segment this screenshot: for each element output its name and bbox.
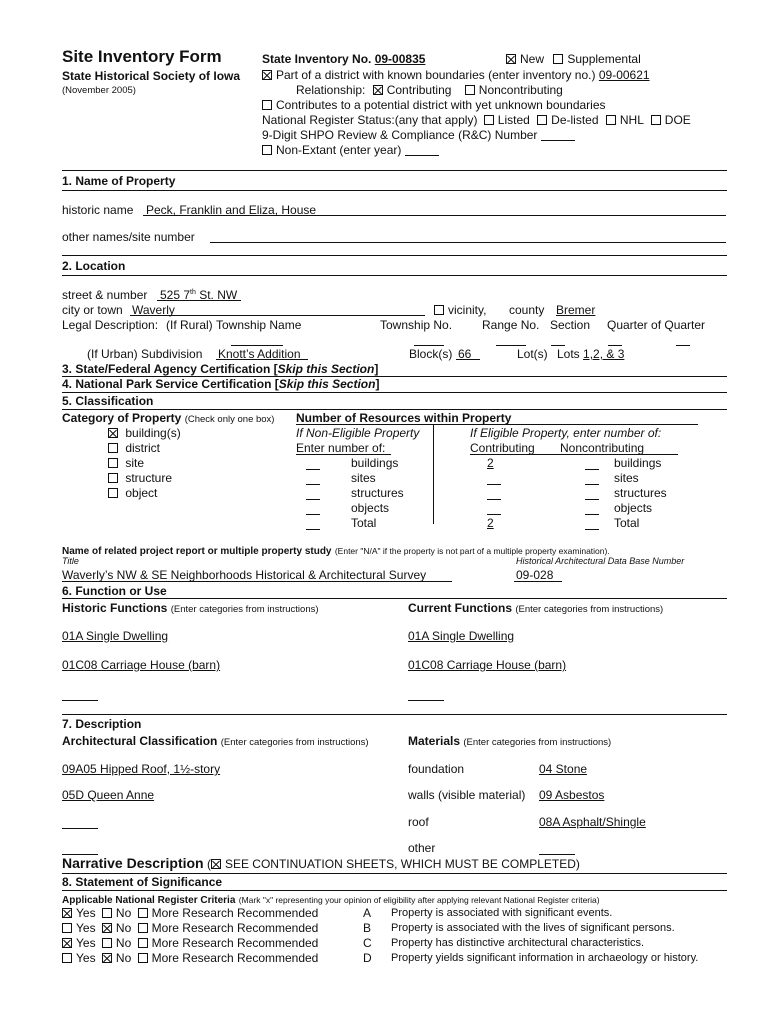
street-field[interactable] — [160, 288, 237, 302]
historic-function-2[interactable]: 01C08 Carriage House (barn) — [62, 658, 221, 672]
vicinity-checkbox[interactable] — [434, 305, 444, 315]
section-3-skip: Skip this Section — [277, 362, 375, 376]
range-no-label: Range No. — [482, 318, 540, 332]
historic-name-field[interactable]: Peck, Franklin and Eliza, House — [146, 203, 317, 217]
resource-label-sites: sites — [351, 471, 376, 485]
urban-subdivision-label: (If Urban) Subdivision — [87, 347, 203, 361]
category-header — [62, 411, 274, 425]
criteria-label: Applicable National Register Criteria — [62, 895, 236, 906]
criterion-c-yes-checkbox[interactable] — [62, 938, 72, 948]
form-title: Site Inventory Form — [62, 47, 222, 66]
noncontrib-sites-field[interactable] — [585, 484, 599, 485]
noneligible-objects-field[interactable] — [306, 514, 320, 515]
contributing-checkbox[interactable] — [373, 85, 383, 95]
delisted-label: De-listed — [551, 113, 599, 127]
criterion-row-a — [62, 906, 318, 920]
section-5-heading: 5. Classification — [62, 394, 154, 408]
yes-label: Yes — [76, 951, 96, 965]
contributing-col-label: Contributing — [470, 441, 535, 455]
lot-value: 1,2, & 3 — [583, 347, 625, 361]
street-suffix: th — [190, 289, 196, 296]
contrib-sites-field[interactable] — [487, 484, 501, 485]
nr-status-row — [262, 113, 691, 127]
noneligible-buildings-field[interactable] — [306, 469, 320, 470]
criterion-b-more-checkbox[interactable] — [138, 923, 148, 933]
rural-label: (If Rural) — [166, 318, 213, 332]
criterion-b-text: Property is associated with the lives of significant persons. — [391, 922, 675, 934]
nhl-label: NHL — [619, 113, 644, 127]
title-label: Title — [62, 556, 79, 566]
current-function-1[interactable]: 01A Single Dwelling — [408, 629, 515, 643]
criterion-a-more-checkbox[interactable] — [138, 908, 148, 918]
materials-header — [408, 734, 611, 748]
study-title-field[interactable]: Waverly’s NW & SE Neighborhoods Historical & Architectural Survey — [62, 568, 427, 582]
no-label: No — [115, 921, 132, 935]
section-4-close: ] — [375, 377, 380, 391]
nonextant-row — [262, 143, 439, 157]
street-number: 525 7 — [160, 288, 191, 302]
arch-class-note: (Enter categories from instructions) — [220, 737, 369, 748]
divider — [62, 255, 727, 256]
category-label: Category of Property — [62, 411, 182, 425]
category-checkbox-object[interactable] — [108, 488, 118, 498]
noncontrib-total-field[interactable] — [585, 529, 599, 530]
arch-class-3[interactable] — [62, 828, 98, 829]
district-row — [262, 68, 650, 82]
category-checkbox-site[interactable] — [108, 458, 118, 468]
divider — [62, 409, 727, 410]
walls-label: walls (visible material) — [408, 788, 526, 802]
historic-functions-label: Historic Functions — [62, 601, 168, 615]
nonextant-label: Non-Extant (enter year) — [276, 143, 402, 157]
city-label: city or town — [62, 303, 123, 317]
section-3-close: ] — [374, 362, 379, 376]
criterion-row-b — [62, 921, 318, 935]
criteria-note: (Mark "x" representing your opinion of eligibility after applying relevant National Register criteria) — [238, 895, 600, 905]
contrib-objects-field[interactable] — [487, 514, 501, 515]
relationship-row — [296, 83, 563, 97]
criterion-b-letter: B — [363, 921, 372, 935]
current-functions-header — [408, 601, 663, 615]
narrative-row: Narrative Description ( SEE CONTINUATION SHEETS, WHICH MUST BE COMPLETED) — [62, 855, 580, 871]
category-item — [108, 426, 181, 440]
criterion-b-yes-checkbox[interactable] — [62, 923, 72, 933]
divider — [62, 873, 727, 874]
county-label: county — [509, 303, 545, 317]
category-label-site: site — [125, 456, 145, 470]
arch-class-label: Architectural Classification — [62, 734, 218, 748]
listed-checkbox[interactable] — [484, 115, 494, 125]
category-checkbox-buildings[interactable] — [108, 428, 118, 438]
noneligible-structures-field[interactable] — [306, 499, 320, 500]
historic-functions-header — [62, 601, 319, 615]
eligible-label: If Eligible Property, enter number of: — [470, 426, 662, 440]
district-label: Part of a district with known boundaries (enter inventory no.) — [276, 68, 596, 82]
arch-class-header — [62, 734, 369, 748]
current-functions-note: (Enter categories from instructions) — [515, 604, 664, 615]
contrib-total-field[interactable]: 2 — [487, 516, 494, 530]
right-label-buildings: buildings — [614, 456, 662, 470]
no-label: No — [115, 906, 132, 920]
potential-district-row — [262, 98, 606, 112]
historic-function-3[interactable] — [62, 700, 98, 701]
section-6-heading: 6. Function or Use — [62, 584, 167, 598]
shpo-number-field[interactable] — [541, 129, 575, 141]
street-name: St. NW — [195, 288, 238, 302]
divider — [62, 275, 727, 276]
criterion-d-letter: D — [363, 951, 372, 965]
category-label-district: district — [125, 441, 161, 455]
district-checkbox[interactable] — [262, 70, 272, 80]
foundation-label: foundation — [408, 762, 465, 776]
divider — [62, 598, 727, 599]
historic-name-label: historic name — [62, 203, 134, 217]
criterion-d-yes-checkbox[interactable] — [62, 953, 72, 963]
arch-class-2[interactable]: 05D Queen Anne — [62, 788, 155, 802]
category-checkbox-district[interactable] — [108, 443, 118, 453]
category-item — [108, 456, 144, 470]
historic-function-1[interactable]: 01A Single Dwelling — [62, 629, 169, 643]
range-no-field[interactable] — [496, 345, 526, 346]
category-label-buildings: building(s) — [125, 426, 181, 440]
divider — [62, 190, 727, 191]
subdivision-field[interactable]: Knott’s Addition — [218, 347, 301, 361]
township-no-field[interactable] — [414, 345, 444, 346]
current-functions-label: Current Functions — [408, 601, 512, 615]
related-study-label: Name of related project report or multiple property study — [62, 546, 332, 557]
inventory-number-row — [262, 52, 425, 66]
form-date: (November 2005) — [62, 85, 136, 96]
criterion-d-text: Property yields significant information in archaeology or history. — [391, 952, 699, 964]
right-label-total: Total — [614, 516, 640, 530]
divider — [62, 392, 727, 393]
enter-number-label: Enter number of: — [296, 441, 386, 455]
db-number-label: Historical Architectural Data Base Number — [516, 556, 685, 566]
nonextant-year-field[interactable] — [405, 144, 439, 156]
category-item — [108, 486, 157, 500]
more-research-label: More Research Recommended — [151, 936, 319, 950]
section-8-heading: 8. Statement of Significance — [62, 875, 223, 889]
nhl-checkbox[interactable] — [606, 115, 616, 125]
noneligible-total-field[interactable] — [306, 529, 320, 530]
district-number[interactable]: 09-00621 — [598, 68, 650, 82]
criterion-b-no-checkbox[interactable] — [102, 923, 112, 933]
criterion-c-more-checkbox[interactable] — [138, 938, 148, 948]
township-name-label: Township Name — [216, 318, 302, 332]
street-label: street & number — [62, 288, 148, 302]
current-function-2[interactable]: 01C08 Carriage House (barn) — [408, 658, 567, 672]
quarter-field[interactable] — [608, 345, 622, 346]
potential-district-label: Contributes to a potential district with yet unknown boundaries — [276, 98, 606, 112]
section-4-title: 4. National Park Service Certification [ — [62, 377, 279, 391]
contrib-structures-field[interactable] — [487, 499, 501, 500]
legal-description-label: Legal Description: — [62, 318, 159, 332]
resources-underline — [296, 424, 698, 425]
resource-label-buildings: buildings — [351, 456, 399, 470]
doe-checkbox[interactable] — [651, 115, 661, 125]
category-checkbox-structure[interactable] — [108, 473, 118, 483]
inventory-label: State Inventory No. — [262, 52, 372, 66]
organization-name: State Historical Society of Iowa — [62, 69, 241, 83]
delisted-checkbox[interactable] — [537, 115, 547, 125]
noncontrib-buildings-field[interactable] — [585, 469, 599, 470]
category-note: (Check only one box) — [184, 414, 275, 425]
criterion-a-text: Property is associated with significant events. — [391, 907, 613, 919]
shpo-label: 9-Digit SHPO Review & Compliance (R&C) Number — [262, 128, 538, 142]
criteria-header — [62, 892, 600, 906]
noncontributing-label: Noncontributing — [478, 83, 563, 97]
potential-district-checkbox[interactable] — [262, 100, 272, 110]
noncontrib-structures-field[interactable] — [585, 499, 599, 500]
category-item — [108, 471, 172, 485]
section-field[interactable] — [551, 345, 565, 346]
section-label: Section — [550, 318, 591, 332]
resource-label-objects: objects — [351, 501, 390, 515]
quarter-label: Quarter of Quarter — [607, 318, 706, 332]
new-checkbox-row — [506, 52, 641, 66]
more-research-label: More Research Recommended — [151, 906, 319, 920]
relationship-label: Relationship: — [296, 83, 366, 97]
township-no-label: Township No. — [380, 318, 453, 332]
related-study-header — [62, 543, 610, 557]
historic-functions-note: (Enter categories from instructions) — [170, 604, 319, 615]
contrib-buildings-field[interactable]: 2 — [487, 456, 494, 470]
noneligible-label: If Non-Eligible Property — [296, 426, 420, 440]
more-research-label: More Research Recommended — [151, 951, 319, 965]
narrative-checkbox[interactable] — [211, 859, 221, 869]
block-label: Block(s) — [409, 347, 453, 361]
right-label-sites: sites — [614, 471, 639, 485]
quarter-of-quarter-field[interactable] — [676, 345, 690, 346]
section-2-heading: 2. Location — [62, 259, 126, 273]
materials-note: (Enter categories from instructions) — [463, 737, 612, 748]
lot-prefix: Lots — [557, 347, 584, 361]
divider — [62, 170, 727, 171]
yes-label: Yes — [76, 906, 96, 920]
noncontrib-objects-field[interactable] — [585, 514, 599, 515]
criterion-d-more-checkbox[interactable] — [138, 953, 148, 963]
db-number-field[interactable]: 09-028 — [516, 568, 554, 582]
criterion-row-c — [62, 936, 318, 950]
related-study-note: (Enter "N/A" if the property is not part of a multiple property examination). — [334, 546, 610, 556]
other-names-field[interactable] — [210, 242, 726, 243]
doe-label: DOE — [664, 113, 691, 127]
vicinity-label: vicinity, — [448, 303, 487, 317]
nr-status-label: National Register Status:(any that apply) — [262, 113, 478, 127]
noncontributing-checkbox[interactable] — [465, 85, 475, 95]
arch-class-1[interactable]: 09A05 Hipped Roof, 1½-story — [62, 762, 221, 776]
section-1-heading: 1. Name of Property — [62, 174, 176, 188]
no-label: No — [115, 936, 132, 950]
eligible-underline — [470, 454, 678, 455]
category-item — [108, 441, 160, 455]
nonextant-checkbox[interactable] — [262, 145, 272, 155]
criterion-a-no-checkbox[interactable] — [102, 908, 112, 918]
criterion-d-no-checkbox[interactable] — [102, 953, 112, 963]
more-research-label: More Research Recommended — [151, 921, 319, 935]
resource-label-total: Total — [351, 516, 377, 530]
walls-field[interactable]: 09 Asbestos — [539, 788, 605, 802]
township-name-field[interactable] — [231, 345, 283, 346]
criterion-c-letter: C — [363, 936, 372, 950]
right-label-objects: objects — [614, 501, 653, 515]
criterion-row-d — [62, 951, 318, 965]
other-material-label: other — [408, 841, 436, 855]
category-label-structure: structure — [125, 471, 173, 485]
section-7-heading: 7. Description — [62, 717, 142, 731]
section-3-title: 3. State/Federal Agency Certification [ — [62, 362, 278, 376]
section-4-heading — [62, 377, 379, 391]
county-field[interactable]: Bremer — [556, 303, 596, 317]
narrative-label: Narrative Description — [62, 855, 204, 871]
contributing-label: Contributing — [386, 83, 452, 97]
criterion-c-text: Property has distinctive architectural characteristics. — [391, 937, 645, 949]
roof-field[interactable]: 08A Asphalt/Shingle — [539, 815, 646, 829]
yes-label: Yes — [76, 936, 96, 950]
narrative-note: SEE CONTINUATION SHEETS, WHICH MUST BE COMPLETED) — [224, 857, 580, 871]
other-names-label: other names/site number — [62, 230, 195, 244]
right-label-structures: structures — [614, 486, 667, 500]
current-function-3[interactable] — [408, 700, 444, 701]
new-checkbox[interactable] — [506, 54, 516, 64]
supplemental-label: Supplemental — [567, 52, 641, 66]
foundation-field[interactable]: 04 Stone — [539, 762, 588, 776]
divider — [62, 714, 727, 715]
category-label-object: object — [125, 486, 158, 500]
new-label: New — [520, 52, 545, 66]
listed-label: Listed — [497, 113, 530, 127]
roof-label: roof — [408, 815, 429, 829]
block-field[interactable]: 66 — [458, 347, 472, 361]
lot-field[interactable] — [557, 347, 624, 361]
supplemental-checkbox[interactable] — [553, 54, 563, 64]
noneligible-sites-field[interactable] — [306, 484, 320, 485]
resources-label: Number of Resources within Property — [296, 411, 512, 425]
criterion-a-yes-checkbox[interactable] — [62, 908, 72, 918]
divider — [62, 890, 727, 891]
city-field[interactable]: Waverly — [132, 303, 175, 317]
resource-label-structures: structures — [351, 486, 404, 500]
column-divider — [433, 424, 434, 524]
noncontributing-col-label: Noncontributing — [560, 441, 645, 455]
yes-label: Yes — [76, 921, 96, 935]
criterion-a-letter: A — [363, 906, 372, 920]
vicinity-row — [434, 303, 486, 317]
inventory-number[interactable]: 09-00835 — [374, 52, 426, 66]
section-4-skip: Skip this Section — [278, 377, 376, 391]
no-label: No — [115, 951, 132, 965]
shpo-row — [262, 128, 575, 142]
lot-label: Lot(s) — [517, 347, 548, 361]
materials-label: Materials — [408, 734, 461, 748]
criterion-c-no-checkbox[interactable] — [102, 938, 112, 948]
section-3-heading — [62, 362, 378, 376]
enter-number-underline — [296, 454, 391, 455]
